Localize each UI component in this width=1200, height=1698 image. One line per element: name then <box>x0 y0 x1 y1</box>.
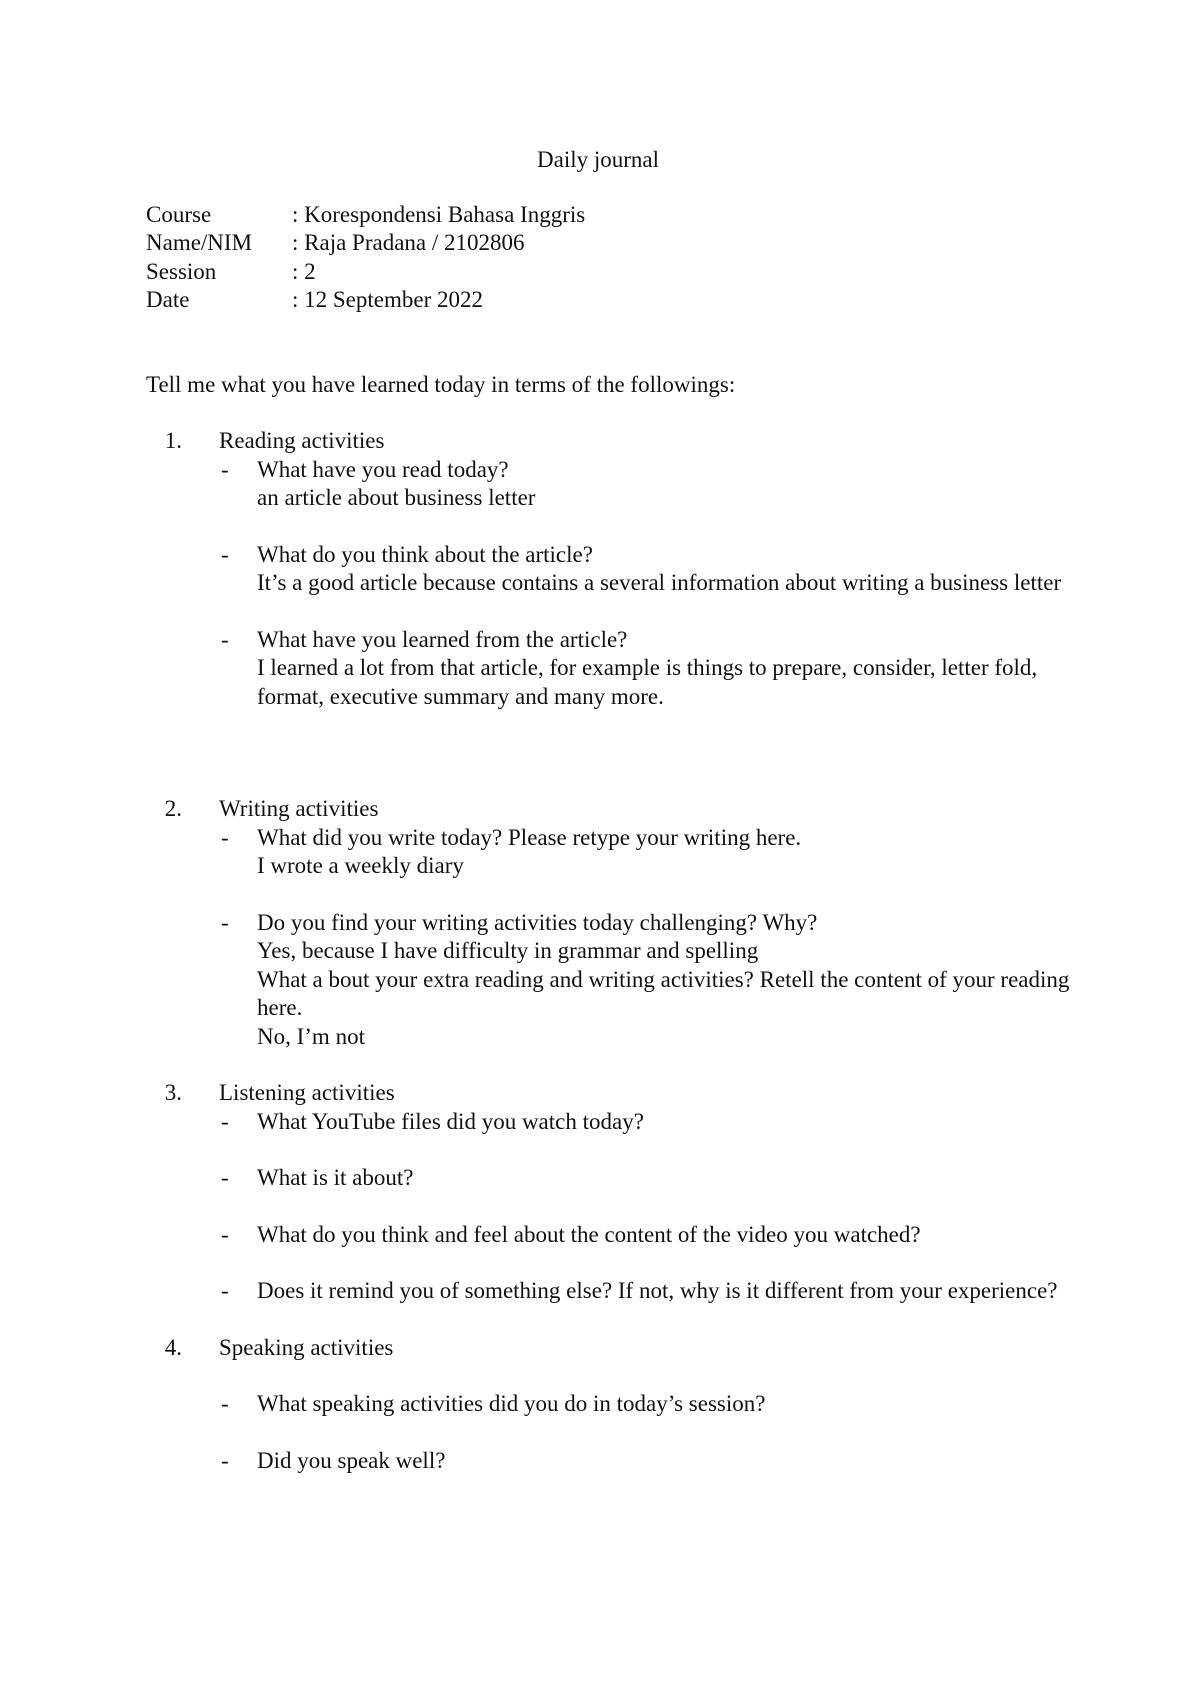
question-text: What speaking activities did you do in today’s session? <box>257 1391 766 1416</box>
answer-text: No, I’m not <box>257 1023 365 1049</box>
section-number: 1. <box>164 428 182 453</box>
dash-bullet: - <box>221 909 229 935</box>
question-text: What is it about? <box>257 1165 414 1190</box>
dash-bullet: - <box>221 1447 229 1473</box>
question-body <box>257 1108 1077 1137</box>
question-item <box>219 909 1086 1052</box>
dash-bullet: - <box>221 541 229 567</box>
meta-label: Date <box>146 287 190 312</box>
answer-text: I learned a lot from that article, for example is things to prepare, consider, letter fold, format, executive summary and many more. <box>257 655 1038 709</box>
question-row <box>219 1221 1086 1250</box>
question-text: What YouTube files did you watch today? <box>257 1108 644 1134</box>
question-row <box>219 909 1086 1052</box>
question-item <box>219 824 1086 881</box>
question-row <box>219 824 1086 881</box>
meta-row-course <box>146 201 1086 230</box>
section-heading: Reading activities <box>219 428 385 453</box>
question-row <box>219 626 1086 712</box>
section-heading: Listening activities <box>219 1080 395 1105</box>
question-text: What did you write today? Please retype your writing here. <box>257 824 802 850</box>
dash-bullet: - <box>221 824 229 850</box>
section-4 <box>146 1334 1086 1476</box>
intro-text: Tell me what you have learned today in terms of the followings: <box>146 371 736 397</box>
meta-row-date <box>146 286 1086 315</box>
meta-value: : Korespondensi Bahasa Inggris <box>292 201 586 227</box>
question-item <box>219 1277 1086 1306</box>
section-number: 4. <box>164 1334 182 1360</box>
question-body <box>257 1447 1077 1476</box>
question-text: Did you speak well? <box>257 1447 446 1473</box>
question-row <box>219 1277 1086 1306</box>
question-row <box>219 1390 1086 1419</box>
answer-text: Yes, because I have difficulty in grammar and spelling <box>257 938 759 963</box>
section-heading: Writing activities <box>219 796 379 821</box>
meta-value: : 2 <box>292 258 316 284</box>
question-list <box>146 456 1086 712</box>
question-list <box>146 824 1086 1052</box>
question-text: What have you learned from the article? <box>257 626 628 652</box>
question-body <box>257 824 1077 881</box>
question-row <box>219 1164 1086 1193</box>
meta-value: : 12 September 2022 <box>292 287 483 312</box>
answer-text: an article about business letter <box>257 485 536 510</box>
journal-page <box>146 146 1086 1503</box>
activity-sections <box>146 427 1086 1475</box>
section-heading-row <box>146 427 1086 456</box>
question-body <box>257 1277 1077 1306</box>
question-list <box>146 1108 1086 1306</box>
answer-text: What a bout your extra reading and writing activities? Retell the content of your reading here. <box>257 966 1070 1020</box>
question-row <box>219 1447 1086 1476</box>
question-item <box>219 626 1086 712</box>
dash-bullet: - <box>221 1165 229 1190</box>
dash-bullet: - <box>221 456 229 482</box>
question-text: What have you read today? <box>257 456 509 482</box>
meta-value: : Raja Pradana / 2102806 <box>292 230 525 255</box>
meta-label: Session <box>146 258 217 284</box>
question-item <box>219 541 1086 598</box>
question-list <box>146 1390 1086 1475</box>
question-body <box>257 1390 1077 1419</box>
answer-text: I wrote a weekly diary <box>257 853 464 878</box>
section-number: 2. <box>164 796 182 821</box>
question-body <box>257 541 1077 598</box>
meta-label: Name/NIM <box>146 230 253 255</box>
meta-block <box>146 201 1086 315</box>
question-row <box>219 541 1086 598</box>
question-body <box>257 626 1077 712</box>
section-heading-row <box>146 1334 1086 1363</box>
section-heading: Speaking activities <box>219 1334 394 1360</box>
answer-text: It’s a good article because contains a several information about writing a business letter <box>257 570 1062 595</box>
question-body <box>257 456 1077 513</box>
question-item <box>219 1221 1086 1250</box>
meta-row-name <box>146 229 1086 258</box>
meta-label: Course <box>146 201 212 227</box>
question-item <box>219 1390 1086 1419</box>
question-item <box>219 1108 1086 1137</box>
meta-row-session <box>146 258 1086 287</box>
page-title: Daily journal <box>537 147 659 172</box>
dash-bullet: - <box>221 1221 229 1247</box>
dash-bullet: - <box>221 1278 229 1303</box>
section-2 <box>146 795 1086 1051</box>
question-body <box>257 1164 1077 1193</box>
question-item <box>219 1164 1086 1193</box>
dash-bullet: - <box>221 1108 229 1134</box>
question-row <box>219 456 1086 513</box>
dash-bullet: - <box>221 626 229 652</box>
question-text: Does it remind you of something else? If not, why is it different from your experience? <box>257 1278 1058 1303</box>
question-text: Do you find your writing activities today challenging? Why? <box>257 909 818 935</box>
section-number: 3. <box>164 1080 182 1105</box>
question-body <box>257 1221 1077 1250</box>
section-heading-row <box>146 795 1086 824</box>
section-1 <box>146 427 1086 711</box>
dash-bullet: - <box>221 1391 229 1416</box>
question-row <box>219 1108 1086 1137</box>
question-text: What do you think and feel about the content of the video you watched? <box>257 1221 921 1247</box>
question-item <box>219 456 1086 513</box>
section-heading-row <box>146 1079 1086 1108</box>
question-text: What do you think about the article? <box>257 541 593 567</box>
question-body <box>257 909 1077 1052</box>
question-item <box>219 1447 1086 1476</box>
section-3 <box>146 1079 1086 1306</box>
